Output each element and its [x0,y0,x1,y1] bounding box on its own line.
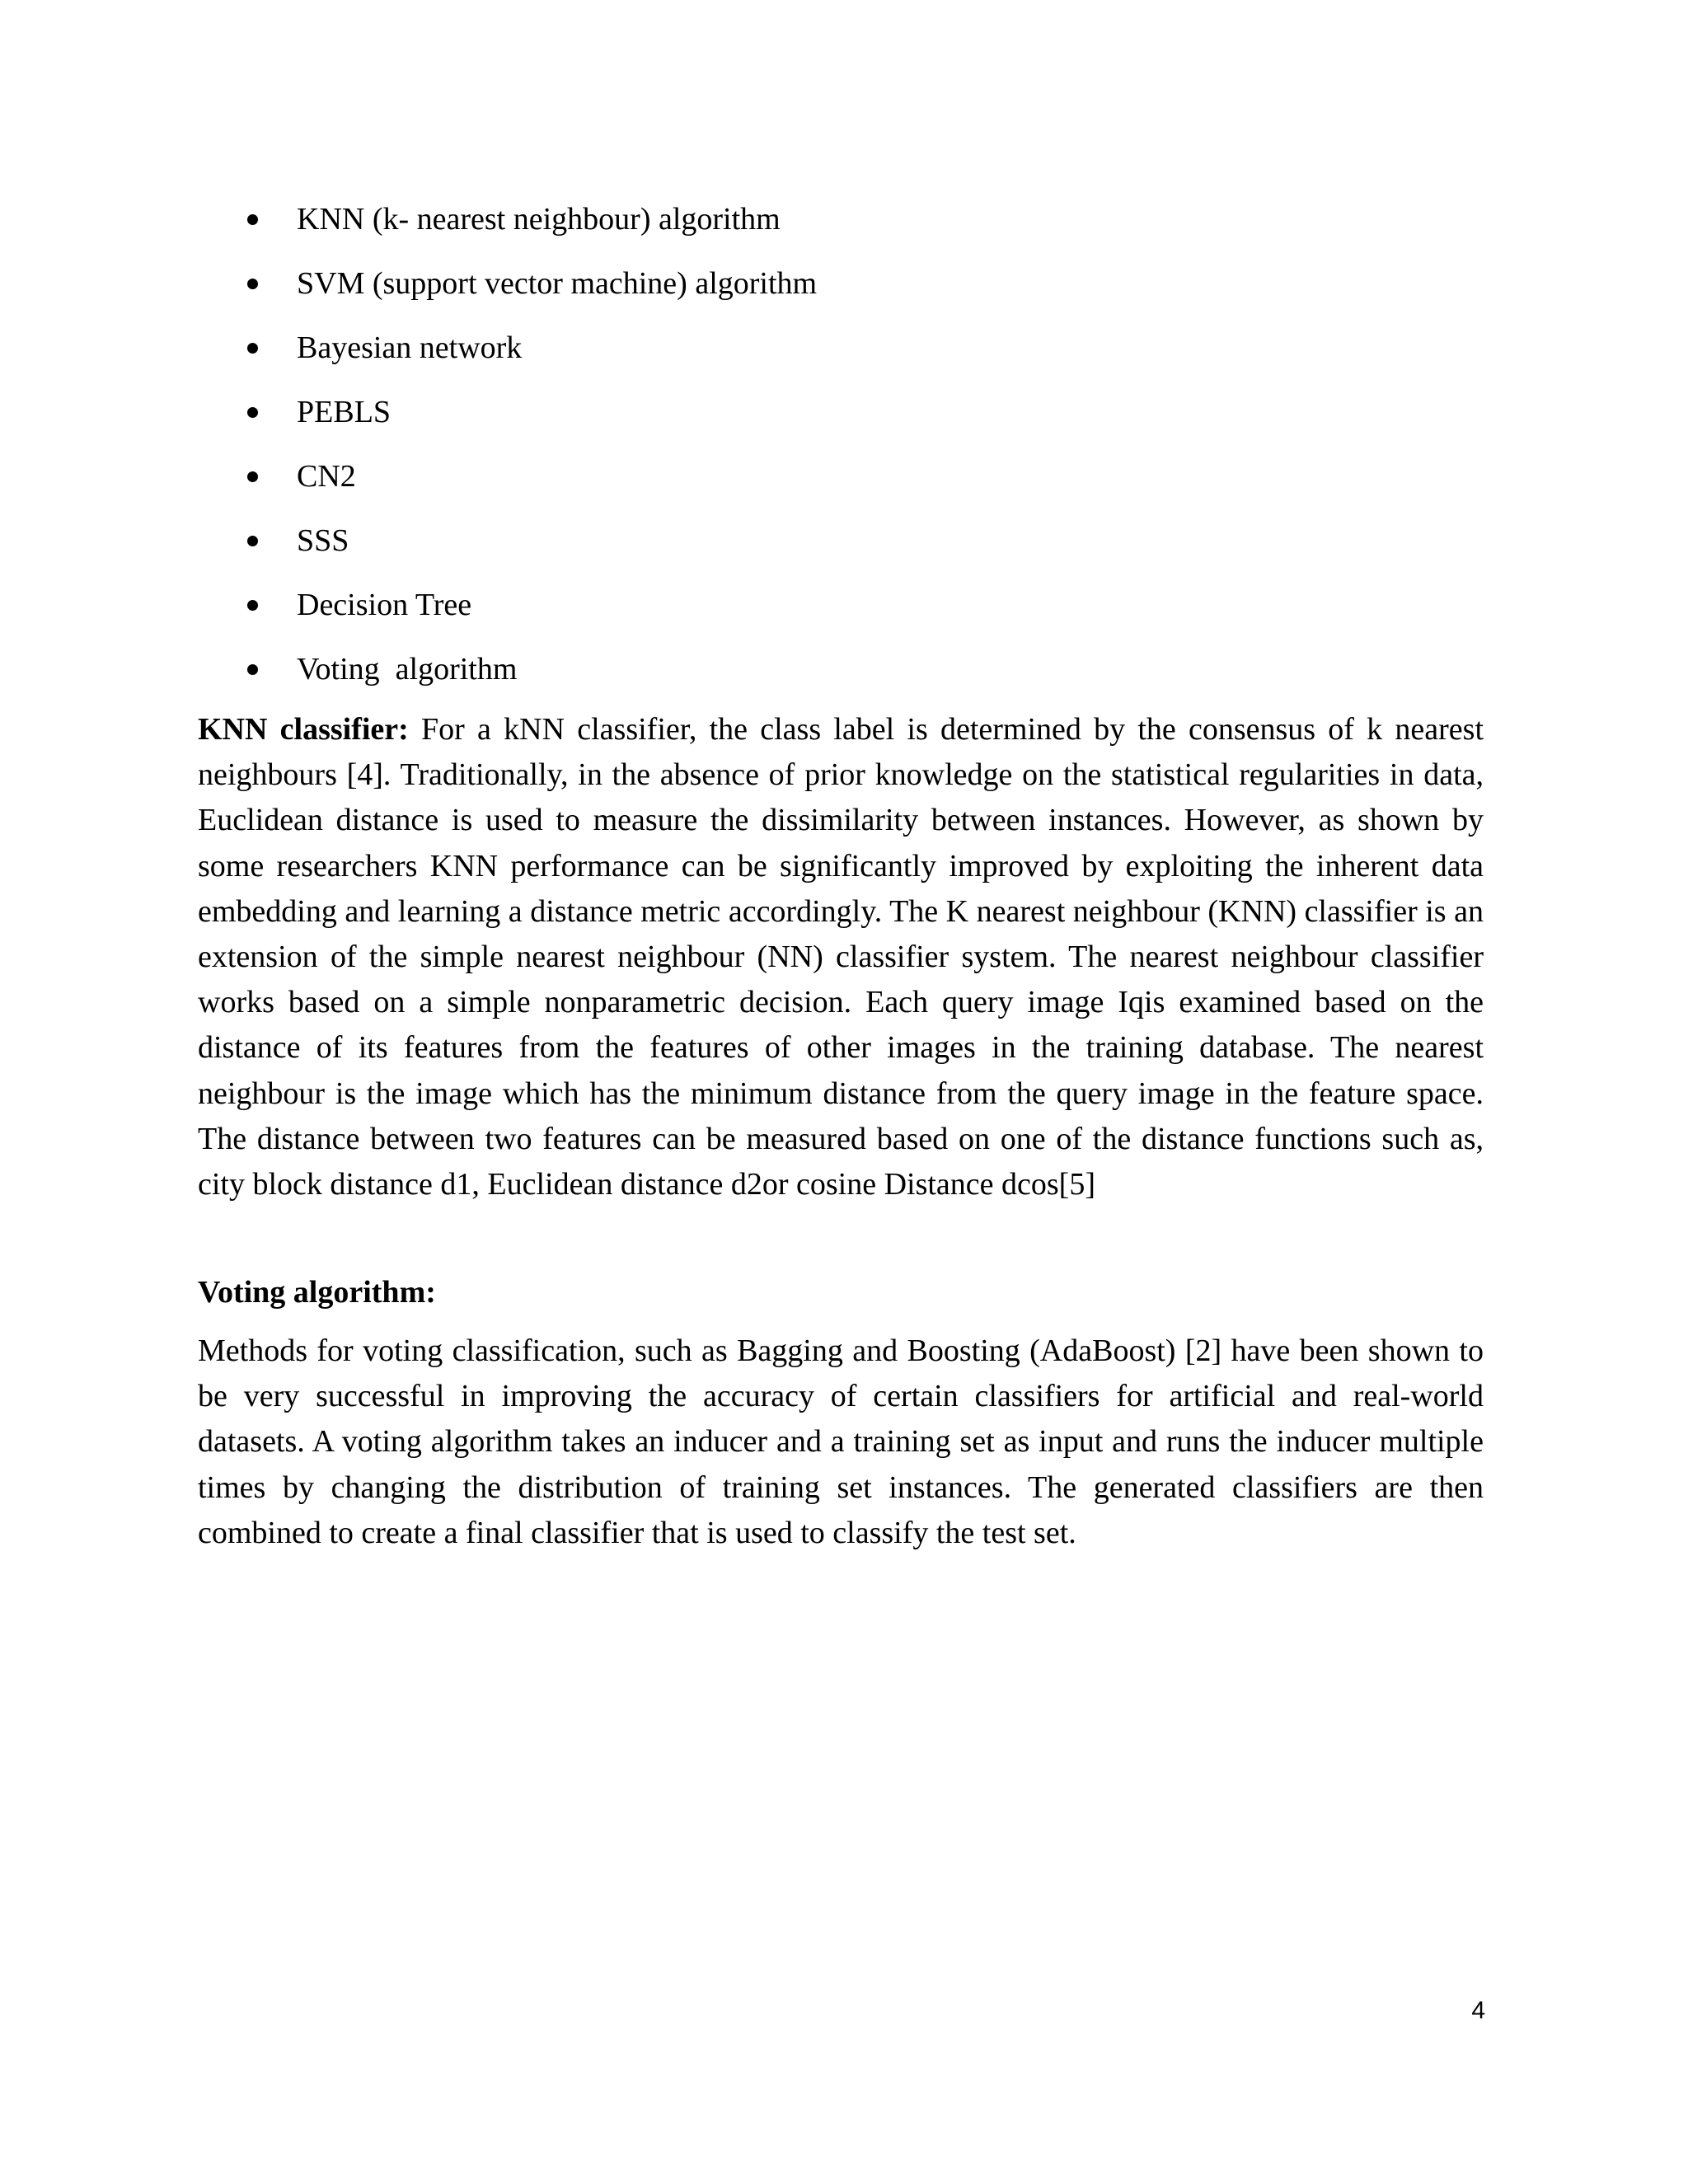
voting-algorithm-heading: Voting algorithm: [198,1275,436,1310]
list-item [198,646,1484,710]
bullet-icon [247,279,258,289]
list-item [198,389,1484,453]
algorithm-list [198,196,1484,710]
list-item [198,196,1484,260]
bullet-icon [247,536,258,546]
voting-algorithm-paragraph: Methods for voting classification, such as Bagging and Boosting (AdaBoost) [2] have been shown to be very successful in improving the accuracy of certain classifiers for artificial and real-world datasets. A voting algorithm takes an inducer and a training set as input and runs the inducer multiple times by changing the distribution of training set instances. The generated classifiers are then combined to create a final classifier that is used to classify the test set. [198,1333,1484,1550]
knn-classifier-text: For a kNN classifier, the class label is determined by the consensus of k nearest neighbours [4]. Traditionally, in the absence of prior knowledge on the statistical regularities in data, Euclidean distance is used to measure the dissimilarity between instances. However, as shown by some researchers KNN performance can be significantly improved by exploiting the inherent data embedding and learning a distance metric accordingly. The K nearest neighbour (KNN) classifier is an extension of the simple nearest neighbour (NN) classifier system. The nearest neighbour classifier works based on a simple nonparametric decision. Each query image Iqis examined based on the distance of its features from the features of other images in the training database. The nearest neighbour is the image which has the minimum distance from the query image in the feature space. The distance between two features can be measured based on one of the distance functions such as, city block distance d1, Euclidean distance d2or cosine Distance dcos[5] [198,712,1484,1202]
bullet-icon [247,214,258,225]
bullet-icon [247,343,258,354]
list-item [198,582,1484,646]
list-item-text: KNN (k- nearest neighbour) algorithm [297,202,781,237]
list-item [198,453,1484,518]
page-number: 4 [1471,1997,1485,2024]
bullet-icon [247,471,258,482]
bullet-icon [247,600,258,611]
bullet-icon [247,664,258,675]
bullet-icon [247,407,258,418]
list-item [198,260,1484,325]
list-item-text: PEBLS [297,395,392,429]
list-item-text: CN2 [297,459,356,494]
knn-classifier-paragraph [198,707,1484,1207]
list-item [198,518,1484,582]
list-item-text: Bayesian network [297,330,523,365]
list-item [198,325,1484,389]
list-item-text: SVM (support vector machine) algorithm [297,266,818,301]
knn-classifier-heading: KNN classifier: [198,712,409,747]
list-item-text: Decision Tree [297,588,472,622]
list-item-text: Voting algorithm [297,652,518,687]
list-item-text: SSS [297,523,349,558]
